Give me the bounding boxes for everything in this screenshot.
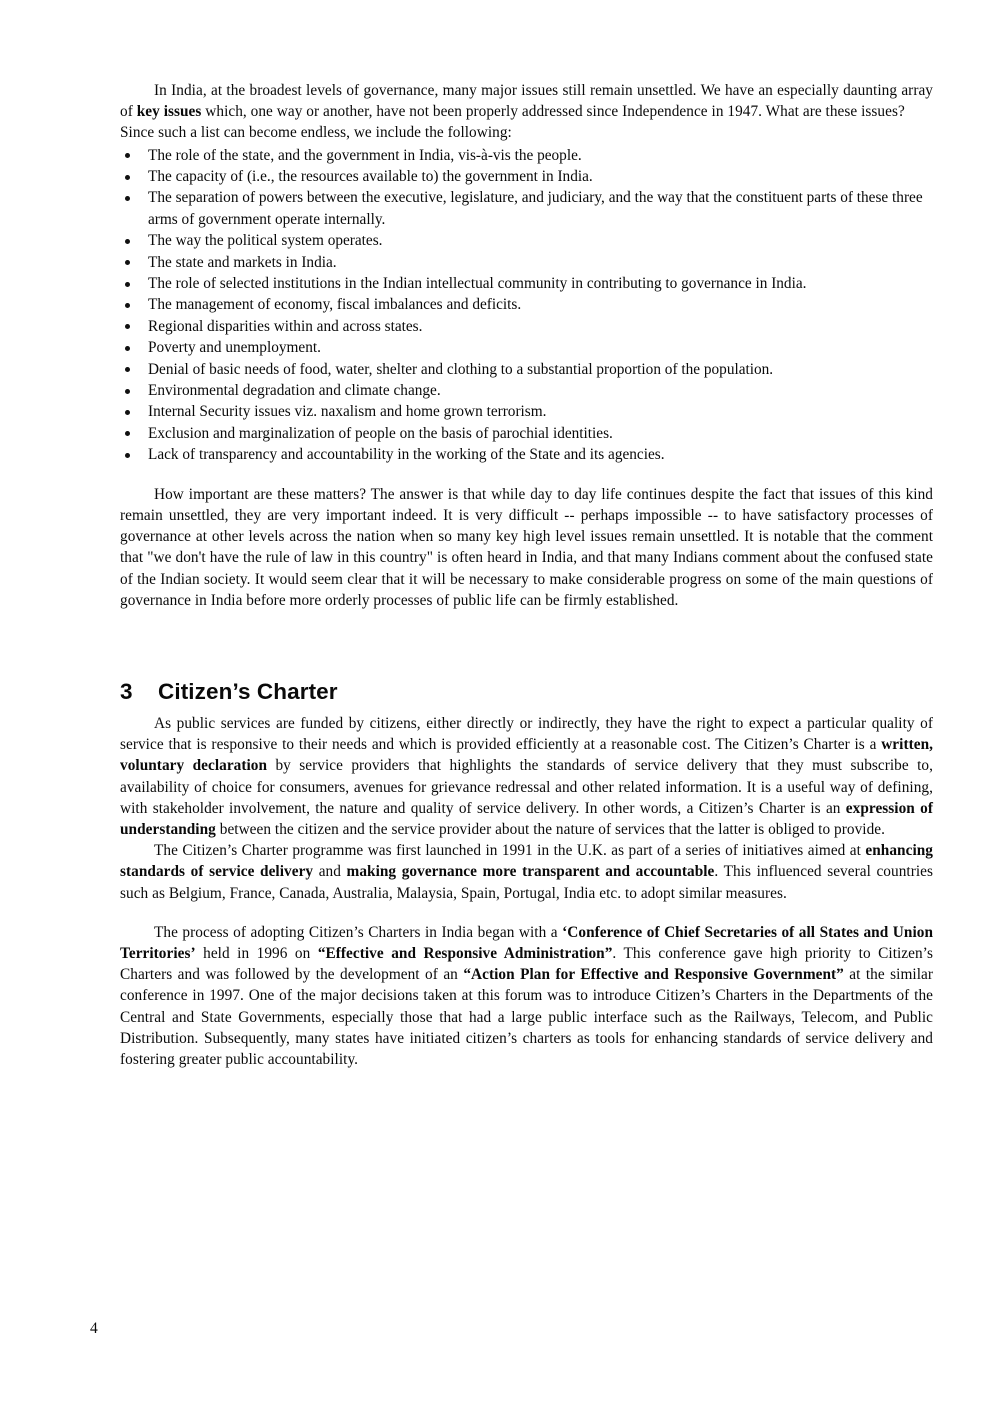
list-item-label: The capacity of (i.e., the resources available to) the government in India. bbox=[148, 168, 593, 186]
section-heading-block bbox=[120, 679, 933, 705]
list-item-label: Internal Security issues viz. naxalism and home grown terrorism. bbox=[148, 403, 547, 421]
bullet-icon bbox=[125, 303, 130, 308]
intro-text-part-1: In India, at the broadest levels of governance, many major issues still remain unsettled. We have an especially daunting array of bbox=[120, 82, 933, 121]
spacer bbox=[120, 466, 933, 484]
bullet-icon bbox=[125, 153, 130, 158]
s3p1-part-1: As public services are funded by citizens, either directly or indirectly, they have the right to expect a particular quality of service that is responsive to their needs and which is provided efficiently at a reasonable cost. The Citizen’s Charter is a bbox=[120, 714, 933, 754]
spacer bbox=[120, 904, 933, 922]
list-item bbox=[120, 444, 933, 465]
bullet-icon bbox=[125, 431, 130, 436]
s3p2-bold-1: enhancing standards of service delivery bbox=[120, 842, 933, 881]
list-item bbox=[120, 187, 933, 230]
bullet-icon bbox=[125, 410, 130, 415]
list-item-label: The way the political system operates. bbox=[148, 232, 383, 250]
list-item bbox=[120, 230, 933, 251]
s3p3-part-2: held in 1996 on bbox=[195, 944, 318, 962]
bullet-icon bbox=[125, 324, 130, 329]
bullet-icon bbox=[125, 175, 130, 180]
s3p2-part-1: The Citizen’s Charter programme was first launched in 1991 in the U.K. as part of a series of initiatives aimed at bbox=[154, 842, 866, 860]
list-item-label: Poverty and unemployment. bbox=[148, 339, 321, 357]
bullet-icon bbox=[125, 282, 130, 287]
list-item-label: The state and markets in India. bbox=[148, 253, 337, 271]
list-item bbox=[120, 316, 933, 337]
s3p3-part-1: The process of adopting Citizen’s Charters in India began with a bbox=[154, 923, 563, 941]
section-title-label: Citizen’s Charter bbox=[158, 678, 338, 704]
list-item-label: The role of the state, and the government in India, vis-à-vis the people. bbox=[148, 146, 582, 164]
list-item bbox=[120, 337, 933, 358]
importance-paragraph: How important are these matters? The answer is that while day to day life continues despite the fact that issues of this kind remain unsettled, they are very important indeed. It is very difficult -- perhaps impossible -- to have satisfactory processes of governance at other levels across the nation when so many key high level issues remain unsettled. It is notable that the comment that "we don't have the rule of law in this country" is often heard in India, and that many Indians comment about the confused state of the Indian society. It would seem clear that it will be necessary to make considerable progress on some of the main questions of governance in India before more orderly processes of public life can be firmly established. bbox=[120, 485, 933, 609]
issues-list bbox=[120, 145, 933, 466]
list-item bbox=[120, 273, 933, 294]
list-item bbox=[120, 294, 933, 315]
list-item bbox=[120, 401, 933, 422]
bullet-icon bbox=[125, 453, 130, 458]
section-paragraph-1 bbox=[120, 713, 933, 840]
page-content bbox=[120, 80, 933, 1070]
key-issues-bold: key issues bbox=[136, 103, 202, 121]
bullet-icon bbox=[125, 346, 130, 351]
bullet-icon bbox=[125, 239, 130, 244]
s3p3-part-4: at the similar conference in 1997. One of the major decisions taken at this forum was to introduce Citizen’s Charters in the Departments of the Central and State Governments, especially those that had a large public interface such as the Railways, Telecom, and Public Distribution. Subsequently, many states have initiated citizen’s charters as tools for enhancing standards of service delivery and fostering greater public accountability. bbox=[120, 966, 933, 1068]
section-paragraph-2 bbox=[120, 840, 933, 904]
s3p1-part-2: by service providers that highlights the standards of service delivery that they must subscribe to, availability of choice for consumers, avenues for grievance redressal and other related information. It is a useful way of defining, with stakeholder involvement, the nature and quality of service delivery. In other words, a Citizen’s Charter is an bbox=[120, 757, 933, 817]
bullet-icon bbox=[125, 389, 130, 394]
section-number: 3 bbox=[120, 678, 133, 704]
page-number: 4 bbox=[90, 1320, 98, 1337]
list-item bbox=[120, 423, 933, 444]
list-item-label: Exclusion and marginalization of people on the basis of parochial identities. bbox=[148, 424, 613, 442]
s3p3-part-3: . This conference gave high priority to Citizen’s Charters and was followed by the development of an bbox=[120, 944, 933, 984]
list-item-label: Environmental degradation and climate change. bbox=[148, 382, 441, 400]
s3p2-bold-2: making governance more transparent and accountable bbox=[346, 863, 715, 881]
list-item-label: Regional disparities within and across states. bbox=[148, 317, 423, 335]
s3p1-bold-2: expression of understanding bbox=[120, 799, 933, 838]
list-item-label: The separation of powers between the executive, legislature, and judiciary, and the way that the constituent parts of these three arms of government operate internally. bbox=[148, 189, 923, 228]
intro-paragraph-1 bbox=[120, 80, 933, 122]
list-item-label: The role of selected institutions in the Indian intellectual community in contributing to governance in India. bbox=[148, 275, 807, 293]
bullet-icon bbox=[125, 196, 130, 201]
s3p3-bold-3: “Action Plan for Effective and Responsive Government” bbox=[463, 966, 844, 984]
list-item bbox=[120, 380, 933, 401]
list-item bbox=[120, 145, 933, 166]
list-item-label: The management of economy, fiscal imbalances and deficits. bbox=[148, 296, 522, 314]
list-item bbox=[120, 359, 933, 380]
list-item bbox=[120, 166, 933, 187]
s3p2-part-2: and bbox=[313, 863, 347, 881]
intro-paragraph-2: Since such a list can become endless, we include the following: bbox=[120, 124, 512, 142]
intro-text-part-2: which, one way or another, have not been properly addressed since Independence in 1947. What are these issues? bbox=[201, 103, 905, 121]
bullet-icon bbox=[125, 260, 130, 265]
list-item bbox=[120, 252, 933, 273]
s3p1-bold-1: written, voluntary declaration bbox=[120, 736, 933, 775]
list-item-label: Denial of basic needs of food, water, shelter and clothing to a substantial proportion of the population. bbox=[148, 360, 774, 378]
page-title bbox=[120, 679, 933, 705]
bullet-icon bbox=[125, 367, 130, 372]
s3p2-part-3: . This influenced several countries such as Belgium, France, Canada, Australia, Malaysia, Spain, Portugal, India etc. to adopt similar measures. bbox=[120, 863, 933, 902]
list-item-label: Lack of transparency and accountability in the working of the State and its agencies. bbox=[148, 446, 665, 464]
s3p3-bold-1: ‘Conference of Chief Secretaries of all States and Union Territories’ bbox=[120, 923, 933, 962]
s3p1-part-3: between the citizen and the service provider about the nature of services that the latter is obliged to provide. bbox=[215, 820, 885, 838]
s3p3-bold-2: “Effective and Responsive Administration” bbox=[317, 944, 613, 962]
section-paragraph-3 bbox=[120, 922, 933, 1070]
